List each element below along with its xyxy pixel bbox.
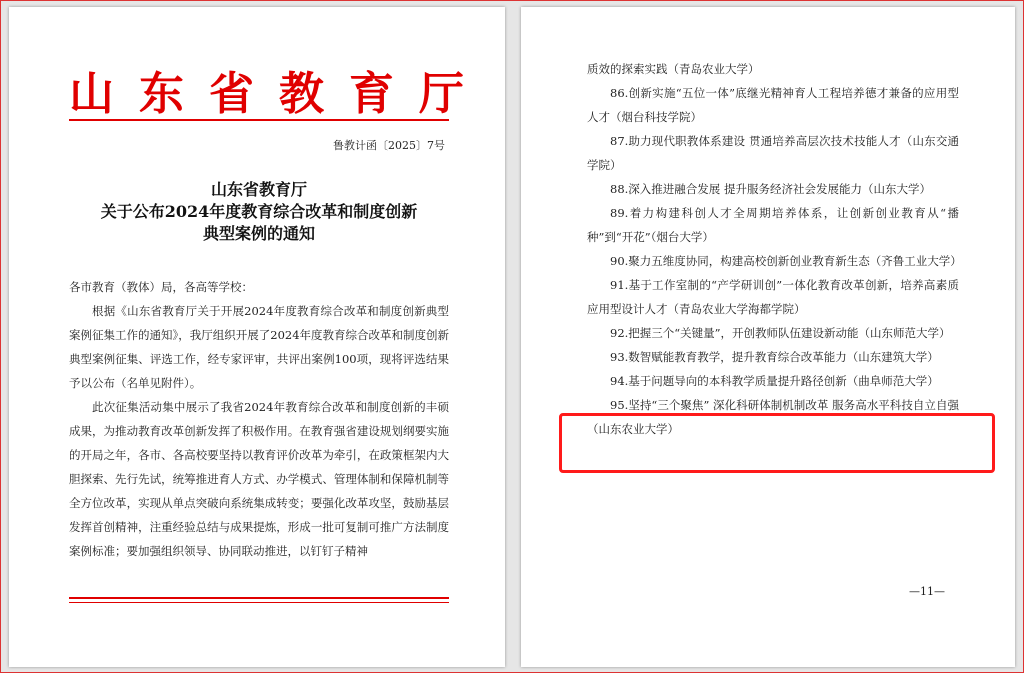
highlight-box: [559, 413, 995, 473]
footer-rule: [69, 597, 449, 599]
paragraph: 此次征集活动集中展示了我省2024年教育综合改革和制度创新的丰硕成果，为推动教育改革创新发挥了积极作用。在教育强省建设规划纲要实施的开局之年，各市、各高校要坚持以教育评价改革为牵引，在政策框架内大胆探索、先行先试，统筹推进育人方式、办学模式、管理体制和保障机制等全方位改革，实现从单点突破向系统集成转变；要强化改革攻坚，鼓励基层发挥首创精神，注重经验总结与成果提炼，形成一批可复制可推广方法制度案例标准；要加强组织领导、协同联动推进，以钉钉子精神: [69, 400, 449, 558]
list-item: 88.深入推进融合发展 提升服务经济社会发展能力（山东大学）: [610, 182, 931, 196]
title-line: 关于公布2024年度教育综合改革和制度创新: [100, 202, 418, 221]
list-item: 86.创新实施“五位一体”底继光精神育人工程培养德才兼备的应用型人才（烟台科技学院）: [587, 86, 959, 124]
list-item: 87.助力现代职教体系建设 贯通培养高层次技术技能人才（山东交通学院）: [587, 134, 959, 172]
document-page-right: [521, 7, 1015, 667]
title-line: 典型案例的通知: [202, 224, 315, 243]
list-item-highlighted: 93.数智赋能教育教学，提升教育综合改革能力（山东建筑大学）: [610, 350, 939, 364]
paragraph: 根据《山东省教育厅关于开展2024年度教育综合改革和制度创新典型案例征集工作的通知》，我厅组织开展了2024年度教育综合改革和制度创新典型案例征集、评选工作，经专家评审，共评出案例100项，现将评选结果予以公布（名单见附件）。: [69, 304, 450, 390]
list-item: 94.基于问题导向的本科教学质量提升路径创新（曲阜师范大学）: [610, 374, 939, 388]
document-number: 鲁教计函〔2025〕7号: [333, 139, 445, 152]
list-item: 89.着力构建科创人才全周期培养体系，让创新创业教育从“播种”到“开花”（烟台大学）: [587, 206, 959, 244]
list-item: 95.坚持“三个聚焦” 深化科研体制机制改革 服务高水平科技自立自强（山东农业大学）: [587, 398, 959, 436]
document-page-left: [9, 7, 505, 667]
list-item: 90.聚力五维度协同，构建高校创新创业教育新生态（齐鲁工业大学）: [610, 254, 962, 268]
list-item: 91.基于工作室制的“产学研训创”一体化教育改革创新，培养高素质应用型设计人才（青岛农业大学海都学院）: [587, 278, 959, 316]
notice-title: [69, 179, 449, 245]
masthead-rule: [69, 119, 449, 121]
page-number: —11—: [909, 585, 945, 598]
list-item: 92.把握三个“关键量”，开创教师队伍建设新动能（山东师范大学）: [610, 326, 951, 340]
title-line: 山东省教育厅: [210, 180, 307, 199]
footer-rule-thin: [69, 602, 449, 603]
masthead: 山东省教育厅: [69, 67, 490, 120]
list-item: 质效的探索实践（青岛农业大学）: [587, 62, 760, 76]
salutation: 各市教育（教体）局，各高等学校：: [69, 280, 253, 294]
notice-body: [69, 275, 449, 563]
case-list: [587, 57, 962, 441]
